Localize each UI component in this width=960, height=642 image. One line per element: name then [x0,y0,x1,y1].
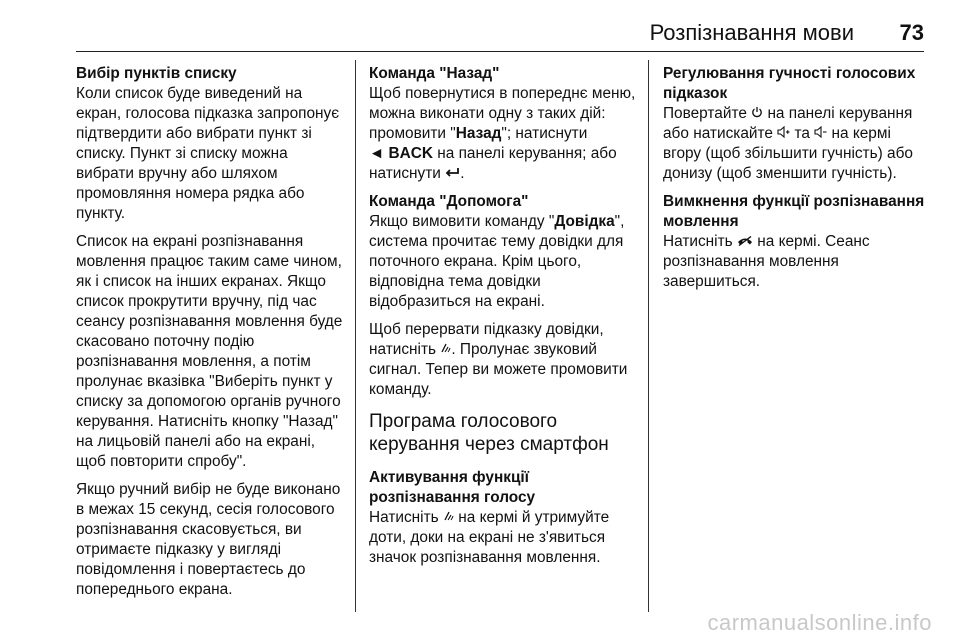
heading-volume: Регулювання гучності голосових підказок [663,65,916,102]
paragraph: Натисніть на кермі й утримуйте доти, доки на екрані не з'явиться значок розпізнавання мовлення. [369,509,610,566]
voice-icon [440,341,451,357]
page-header [76,0,924,48]
hang-up-icon [737,234,753,249]
heading-disable-voice: Вимкнення функції розпізнавання мовлення [663,193,925,230]
back-triangle-icon: ◄ [369,145,385,162]
heading-back-command: Команда "Назад" [369,65,500,82]
paragraph: Коли список буде виведений на екран, голосова підказка запропонує підтвердити або вибрати пункт зі списку. Пункт зі списку можна вибрати вручну або шляхом промовляння номера рядка або пункту. [76,85,340,222]
power-knob-icon [751,106,763,121]
page-number: 73 [899,20,924,45]
heading-list-selection: Вибір пунктів списку [76,65,237,82]
watermark: carmanualsonline.info [707,610,932,635]
heading-help-command: Команда "Допомога" [369,193,529,210]
paragraph: Список на екрані розпізнавання мовлення працює таким саме чином, як і список на інших екранах. Якщо список прокрутити вручну, під час сеансу розпізнавання мовлення буде скасовано поточну подію розпізнавання мовлення, а потім пролунає вказівка "Виберіть пункт у списку за допомогою органів ручного керування. Натисніть кнопку "Назад" на лицьовій панелі або на екрані, щоб повторити спробу". [76,233,343,470]
column-3 [663,64,931,300]
heading-activate-voice: Активування функції розпізнавання голосу [369,469,536,506]
volume-up-icon [777,126,790,141]
page-title: Розпізнавання мови [649,20,854,45]
section-title-smartphone: Програма голосового керування через смартфон [369,411,609,455]
column-2 [369,64,637,576]
column-1 [76,64,346,608]
paragraph: Якщо ручний вибір не буде виконано в межах 15 секунд, сесія голосового розпізнавання скасовується, ви отримаєте підказку у вигляді повідомлення і повертаєтесь до попереднього екрана. [76,481,341,598]
paragraph: Натисніть на кермі. Сеанс розпізнавання мовлення завершиться. [663,233,870,290]
volume-down-icon [814,126,827,141]
column-divider-1 [355,60,356,612]
column-divider-2 [648,60,649,612]
paragraph: Якщо вимовити команду "Довідка", система прочитає тему довідки для поточного екрана. Крім цього, відповідна тема довідки відобразиться на екрані. [369,213,625,310]
paragraph: Повертайте на панелі керування або натискайте та на кермі вгору (щоб збільшити гучність) або донизу (щоб зменшити гучність). [663,105,913,182]
header-divider [76,51,924,52]
voice-icon [443,509,454,525]
paragraph: Щоб перервати підказку довідки, натисніть . Пролунає звуковий сигнал. Тепер ви можете промовити команду. [369,321,628,398]
paragraph: Щоб повернутися в попереднє меню, можна виконати одну з таких дій: промовити "Назад"; натиснути ◄ BACK на панелі керування; або натиснути . [369,85,636,182]
return-arrow-icon [445,166,460,181]
